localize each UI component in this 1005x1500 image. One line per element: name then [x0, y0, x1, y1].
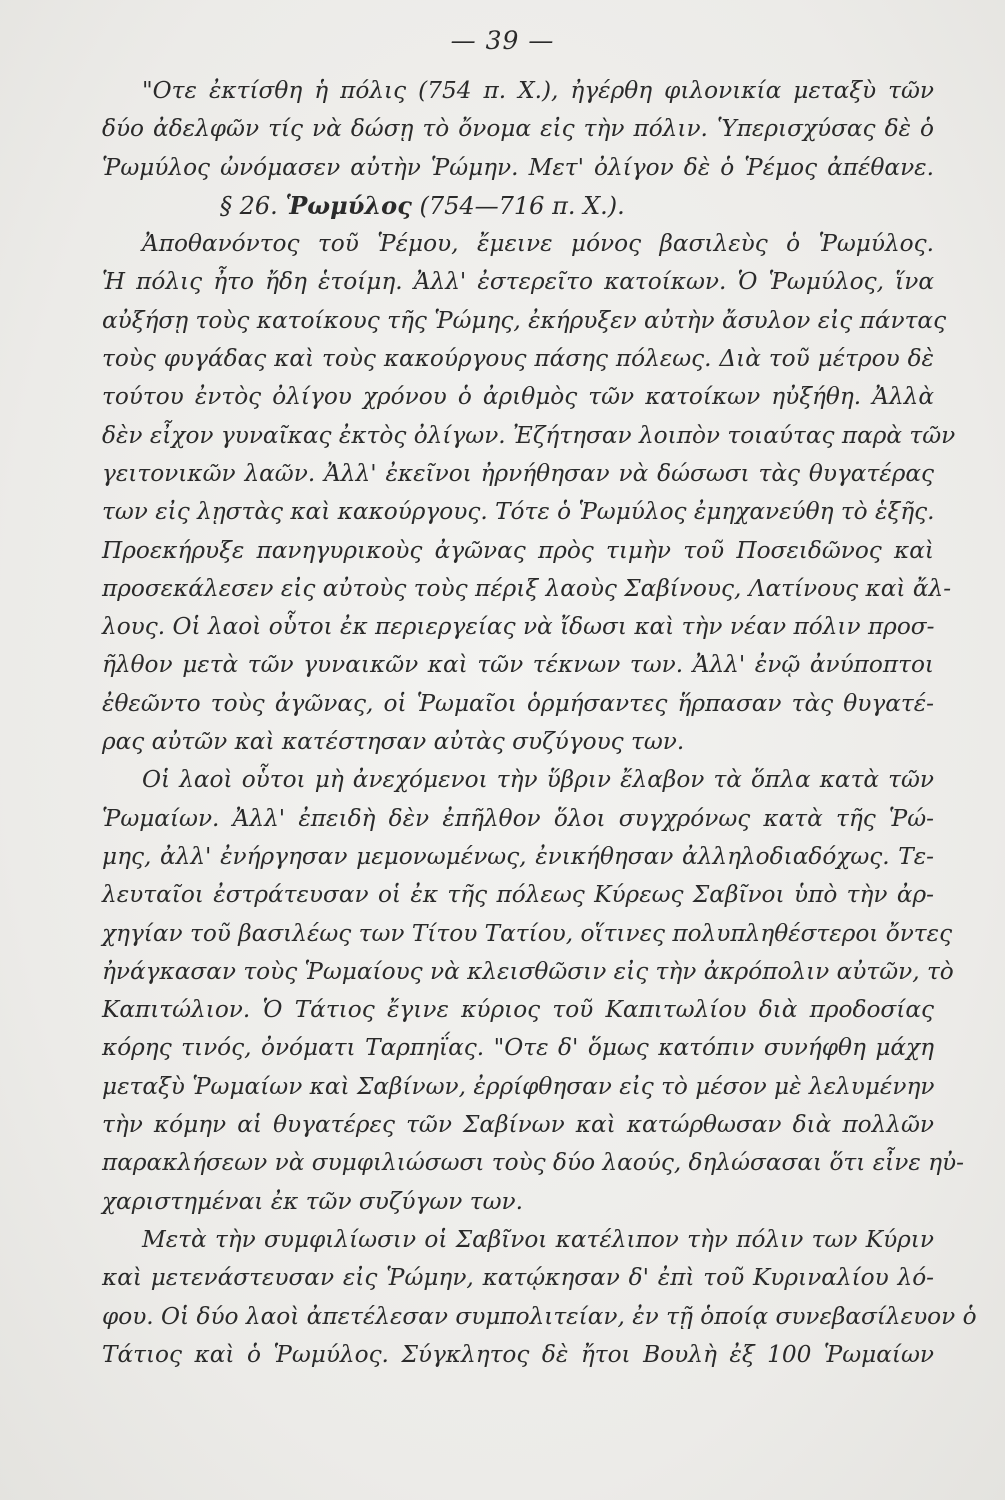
- section-heading: [102, 187, 934, 225]
- paragraph-founding: [102, 72, 934, 187]
- text-line: λευταῖοι ἐστράτευσαν οἱ ἐκ τῆς πόλεως Κύρεως Σαβῖνοι ὑπὸ τὴν ἀρ-: [102, 881, 934, 909]
- text-line: Μετὰ τὴν συμφιλίωσιν οἱ Σαβῖνοι κατέλιπον τὴν πόλιν των Κύριν: [142, 1225, 934, 1253]
- text-line: αὐξήσῃ τοὺς κατοίκους τῆς Ῥώμης, ἐκήρυξεν αὐτὴν ἄσυλον εἰς πάντας: [102, 306, 947, 334]
- text-line: Καπιτώλιον. Ὁ Τάτιος ἔγινε κύριος τοῦ Καπιτωλίου διὰ προδοσίας: [102, 996, 934, 1024]
- text-line: ἠνάγκασαν τοὺς Ῥωμαίους νὰ κλεισθῶσιν εἰς τὴν ἀκρόπολιν αὐτῶν, τὸ: [102, 957, 954, 985]
- text-line: Ῥωμαίων. Ἀλλ' ἐπειδὴ δὲν ἐπῆλθον ὅλοι συγχρόνως κατὰ τῆς Ῥώ-: [102, 804, 934, 832]
- paragraph-reconciliation: [102, 1221, 977, 1374]
- page-text: [102, 72, 977, 1374]
- text-line: κόρης τινός, ὀνόματι Ταρπηΐας. "Οτε δ' ὅμως κατόπιν συνήφθη μάχη: [102, 1034, 934, 1062]
- text-line: Ἀποθανόντος τοῦ Ῥέμου, ἔμεινε μόνος βασιλεὺς ὁ Ῥωμύλος.: [142, 230, 934, 258]
- section-number: § 26.: [220, 191, 278, 220]
- text-line: ἐθεῶντο τοὺς ἀγῶνας, οἱ Ῥωμαῖοι ὁρμήσαντες ἥρπασαν τὰς θυγατέ-: [102, 689, 934, 717]
- text-line: ρας αὐτῶν καὶ κατέστησαν αὐτὰς συζύγους των.: [102, 728, 685, 756]
- text-line: μεταξὺ Ῥωμαίων καὶ Σαβίνων, ἐρρίφθησαν εἰς τὸ μέσον μὲ λελυμένην: [102, 1072, 935, 1100]
- text-line: "Οτε ἐκτίσθη ἡ πόλις (754 π. Χ.), ἠγέρθη φιλονικία μεταξὺ τῶν: [142, 77, 934, 104]
- section-title: Ῥωμύλος: [285, 190, 412, 220]
- text-line: προσεκάλεσεν εἰς αὐτοὺς τοὺς πέριξ λαοὺς Σαβίνους, Λατίνους καὶ ἄλ-: [102, 574, 952, 602]
- text-line: τὴν κόμην αἱ θυγατέρες τῶν Σαβίνων καὶ κατώρθωσαν διὰ πολλῶν: [102, 1111, 934, 1139]
- text-line: ῆλθον μετὰ τῶν γυναικῶν καὶ τῶν τέκνων των. Ἀλλ' ἐνῷ ἀνύποπτοι: [102, 651, 934, 679]
- text-line: χηγίαν τοῦ βασιλέως των Τίτου Τατίου, οἵτινες πολυπληθέστεροι ὄντες: [102, 919, 953, 947]
- text-line: Τάτιος καὶ ὁ Ῥωμύλος. Σύγκλητος δὲ ἤτοι Βουλὴ ἐξ 100 Ῥωμαίων: [102, 1340, 934, 1368]
- text-line: παρακλήσεων νὰ συμφιλιώσωσι τοὺς δύο λαούς, δηλώσασαι ὅτι εἶνε ηὐ-: [102, 1149, 964, 1177]
- text-line: χαριστημέναι ἐκ τῶν συζύγων των.: [102, 1187, 523, 1215]
- text-line: λους. Οἱ λαοὶ οὗτοι ἐκ περιεργείας νὰ ἴδωσι καὶ τὴν νέαν πόλιν προσ-: [102, 613, 935, 641]
- page-number: — 39 —: [450, 26, 555, 55]
- text-line: μης, ἀλλ' ἐνήργησαν μεμονωμένως, ἐνικήθησαν ἀλληλοδιαδόχως. Τε-: [102, 842, 934, 870]
- text-line: φου. Οἱ δύο λαοὶ ἀπετέλεσαν συμπολιτείαν, ἐν τῇ ὁποίᾳ συνεβασίλευον ὁ: [102, 1302, 977, 1330]
- text-line: δύο ἀδελφῶν τίς νὰ δώσῃ τὸ ὄνομα εἰς τὴν πόλιν. Ὑπερισχύσας δὲ ὁ: [102, 115, 934, 143]
- text-line: Οἱ λαοὶ οὗτοι μὴ ἀνεχόμενοι τὴν ὕβριν ἔλαβον τὰ ὅπλα κατὰ τῶν: [142, 766, 934, 794]
- text-line: καὶ μετενάστευσαν εἰς Ῥώμην, κατῴκησαν δ' ἐπὶ τοῦ Κυριναλίου λό-: [102, 1264, 934, 1292]
- section-dates: (754—716 π. Χ.).: [419, 191, 625, 220]
- paragraph-sabine-war: [102, 761, 964, 1221]
- text-line: Ῥωμύλος ὠνόμασεν αὐτὴν Ῥώμην. Μετ' ὀλίγον δὲ ὁ Ῥέμος ἀπέθανε.: [102, 153, 934, 181]
- text-line: δὲν εἶχον γυναῖκας ἐκτὸς ὀλίγων. Ἐζήτησαν λοιπὸν τοιαύτας παρὰ τῶν: [102, 421, 956, 449]
- paragraph-asylum: [102, 225, 956, 761]
- text-line: Ἡ πόλις ἦτο ἤδη ἑτοίμη. Ἀλλ' ἐστερεῖτο κατοίκων. Ὁ Ῥωμύλος, ἵνα: [102, 268, 934, 296]
- text-line: των εἰς λῃστὰς καὶ κακούργους. Τότε ὁ Ῥωμύλος ἐμηχανεύθη τὸ ἑξῆς.: [102, 498, 935, 526]
- text-line: τούτου ἐντὸς ὀλίγου χρόνου ὁ ἀριθμὸς τῶν κατοίκων ηὐξήθη. Ἀλλὰ: [102, 383, 934, 411]
- text-line: γειτονικῶν λαῶν. Ἀλλ' ἐκεῖνοι ἠρνήθησαν νὰ δώσωσι τὰς θυγατέρας: [102, 459, 934, 487]
- text-line: Προεκήρυξε πανηγυρικοὺς ἀγῶνας πρὸς τιμὴν τοῦ Ποσειδῶνος καὶ: [102, 536, 934, 564]
- text-line: τοὺς φυγάδας καὶ τοὺς κακούργους πάσης πόλεως. Διὰ τοῦ μέτρου δὲ: [102, 345, 934, 373]
